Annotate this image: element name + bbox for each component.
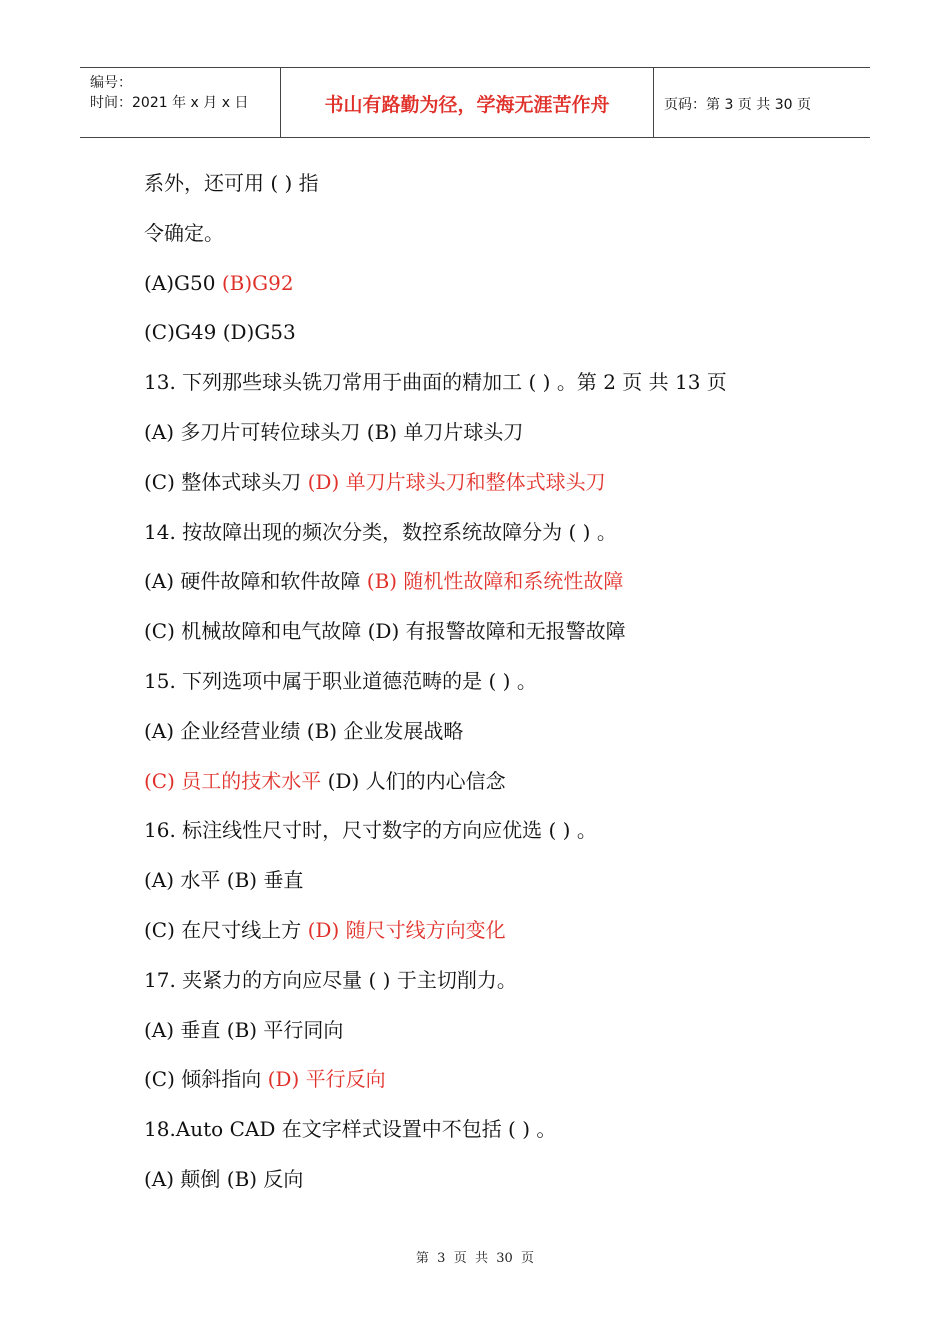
question-text: (C)G49 (D)G53	[144, 320, 296, 345]
question-text: 15. 下列选项中属于职业道德范畴的是 ( ) 。	[144, 668, 537, 693]
question-text: (A) 企业经营业绩 (B) 企业发展战略	[144, 718, 464, 743]
text-line	[144, 865, 844, 915]
text-line	[144, 666, 844, 716]
text-line	[144, 417, 844, 467]
question-text: 16. 标注线性尺寸时，尺寸数字的方向应优选 ( ) 。	[144, 818, 597, 843]
motto-text: 书山有路勤为径，学海无涯苦作舟	[324, 94, 610, 116]
text-line	[144, 1064, 844, 1114]
text-line	[144, 566, 844, 616]
question-text: (A)G50	[144, 270, 222, 295]
doc-time-label: 时间：2021 年 x 月 x 日	[90, 95, 249, 111]
question-text: (C) 在尺寸线上方	[144, 917, 308, 942]
question-text: 14. 按故障出现的频次分类，数控系统故障分为 ( ) 。	[144, 519, 617, 544]
header-meta-cell	[80, 68, 281, 137]
text-line	[144, 317, 844, 367]
question-text: (D) 人们的内心信念	[321, 768, 506, 793]
text-line	[144, 517, 844, 567]
question-text: 18.Auto CAD 在文字样式设置中不包括 ( ) 。	[144, 1117, 557, 1142]
text-line	[144, 1114, 844, 1164]
text-line	[144, 915, 844, 965]
header-page-cell	[654, 68, 870, 137]
text-line	[144, 716, 844, 766]
question-text: (C) 倾斜指向	[144, 1067, 268, 1092]
doc-number-label: 编号：	[90, 75, 132, 91]
page-header	[80, 67, 870, 138]
text-line	[144, 218, 844, 268]
question-text: (A) 垂直 (B) 平行同向	[144, 1017, 344, 1042]
question-text: (A) 水平 (B) 垂直	[144, 868, 304, 893]
question-text: 13. 下列那些球头铣刀常用于曲面的精加工 ( ) 。第 2 页 共 13 页	[144, 370, 727, 395]
question-text: 17. 夹紧力的方向应尽量 ( ) 于主切削力。	[144, 967, 517, 992]
answer-text: (D) 平行反向	[267, 1067, 386, 1092]
text-line	[144, 1164, 844, 1214]
text-line	[144, 367, 844, 417]
question-text: (A) 硬件故障和软件故障	[144, 569, 367, 594]
question-body	[144, 168, 844, 1214]
question-text: (C) 机械故障和电气故障 (D) 有报警故障和无报警故障	[144, 619, 626, 644]
question-text: (C) 整体式球头刀	[144, 469, 308, 494]
text-line	[144, 815, 844, 865]
page-footer: 第 3 页 共 30 页	[415, 1251, 535, 1266]
answer-text: (B)G92	[221, 270, 294, 295]
text-line	[144, 616, 844, 666]
answer-text: (D) 随尺寸线方向变化	[307, 917, 506, 942]
text-line	[144, 965, 844, 1015]
question-text: 系外，还可用 ( ) 指	[144, 171, 319, 195]
text-line	[144, 268, 844, 318]
header-page-info: 页码：第 3 页 共 30 页	[664, 97, 811, 113]
question-text: (A) 颠倒 (B) 反向	[144, 1166, 304, 1191]
answer-text: (C) 员工的技术水平	[144, 768, 322, 793]
question-text: (A) 多刀片可转位球头刀 (B) 单刀片球头刀	[144, 419, 524, 444]
header-motto-cell	[281, 68, 654, 137]
text-line	[144, 766, 844, 816]
answer-text: (D) 单刀片球头刀和整体式球头刀	[307, 469, 606, 494]
text-line	[144, 467, 844, 517]
text-line	[144, 168, 844, 218]
answer-text: (B) 随机性故障和系统性故障	[366, 569, 624, 594]
text-line	[144, 1015, 844, 1065]
question-text: 令确定。	[144, 220, 224, 245]
